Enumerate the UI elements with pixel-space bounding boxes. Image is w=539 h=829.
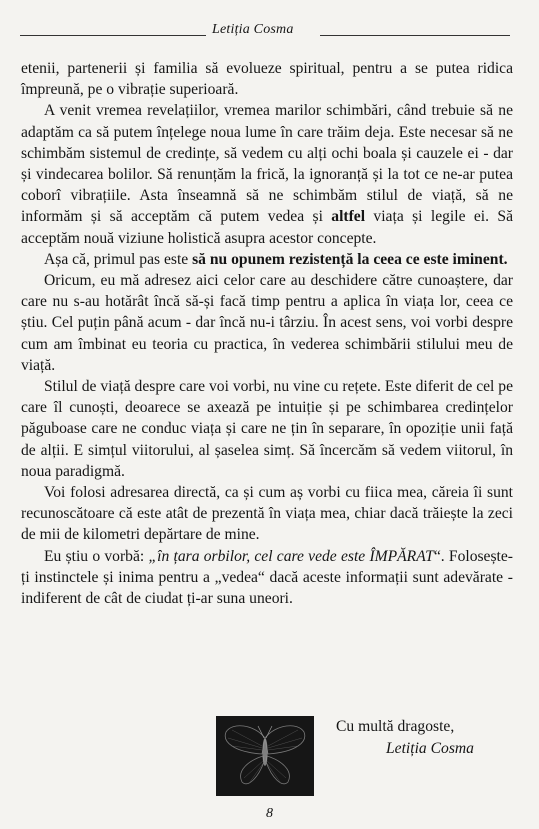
paragraph-1: etenii, partenerii și familia să evolueze spiritual, pentru a se putea ridica împreună, pe o vibrație superioară. xyxy=(21,60,513,99)
paragraph-7-italic: „în țara orbilor, cel care vede este ÎMPĂRAT xyxy=(148,547,434,565)
paragraph-3 xyxy=(21,249,513,270)
paragraph-2-text-b: viața și legile ei. Să acceptăm nouă viziune holistică asupra acestor concepte. xyxy=(21,208,513,247)
running-header xyxy=(20,22,520,40)
header-rule-right xyxy=(320,35,510,36)
header-rule-left xyxy=(20,35,206,36)
author-signature: Letiția Cosma xyxy=(386,740,474,757)
paragraph-3-text: Așa că, primul pas este xyxy=(44,250,193,268)
paragraph-2-bold: altfel xyxy=(331,208,366,226)
paragraph-7-text-b: “. Folosește-ți instinctele și inima pentru a „vedea“ dacă aceste informații sunt adevărate - indiferent de cât de ciudat ți-ar suna uneori. xyxy=(21,547,513,608)
paragraph-5: Stilul de viață despre care voi vorbi, nu vine cu rețete. Este diferit de cel pe care îl cunoști, deoarece se axează pe intuiție și pe schimbarea credințelor păguboase care ne conduc viața și care ne țin în separare, în opoziție unii față de alții. E simțul viitorului, al șaselea simț. Să încercăm să vedem viitorul, în noua paradigmă. xyxy=(21,378,513,480)
paragraph-6: Voi folosi adresarea directă, ca și cum aș vorbi cu fiica mea, căreia îi sunt recunoscătoare că este atât de prezentă în viața mea, chiar dacă trăiește la zeci de mii de kilometri depărtare de mine. xyxy=(21,484,513,544)
paragraph-2 xyxy=(21,100,513,248)
closing-salutation: Cu multă dragoste, xyxy=(336,718,455,735)
paragraph-3-bold: să nu opunem rezistență la ceea ce este iminent. xyxy=(192,250,508,268)
page-number: 8 xyxy=(266,806,273,821)
paragraph-2-text-a: A venit vremea revelațiilor, vremea marilor schimbări, când trebuie să ne adaptăm ca să putem înțelege noua lume în care trăim deja. Este necesar să ne schimbăm sistemul de credințe, să vedem cu alți ochi boala și cauzele ei - dar și vindecarea bolilor. Să renunțăm la frică, la ignoranță și la tot ce ne-ar putea coborî vibrațiile. Asta înseamnă să ne schimbăm stilul de viață, să ne informăm și să acceptăm că putem vedea și xyxy=(21,102,513,226)
signature-block xyxy=(216,716,516,798)
paragraph-4: Oricum, eu mă adresez aici celor care au deschidere către cunoaștere, dar care nu s-au hotărât încă să-și facă timp pentru a aplica în viața lor, ceea ce știu. Cel puțin până acum - dar încă nu-i târziu. În acest sens, voi vorbi despre cum am îmbinat eu teoria cu practica, în vederea schimbării stilului meu de viață. xyxy=(21,272,513,374)
moth-illustration xyxy=(216,716,314,796)
paragraph-7-text-a: Eu știu o vorbă: xyxy=(44,547,149,565)
moth-photo-icon xyxy=(216,716,314,796)
body-text xyxy=(21,58,513,609)
running-title: Letiția Cosma xyxy=(212,22,294,37)
paragraph-7 xyxy=(21,546,513,610)
